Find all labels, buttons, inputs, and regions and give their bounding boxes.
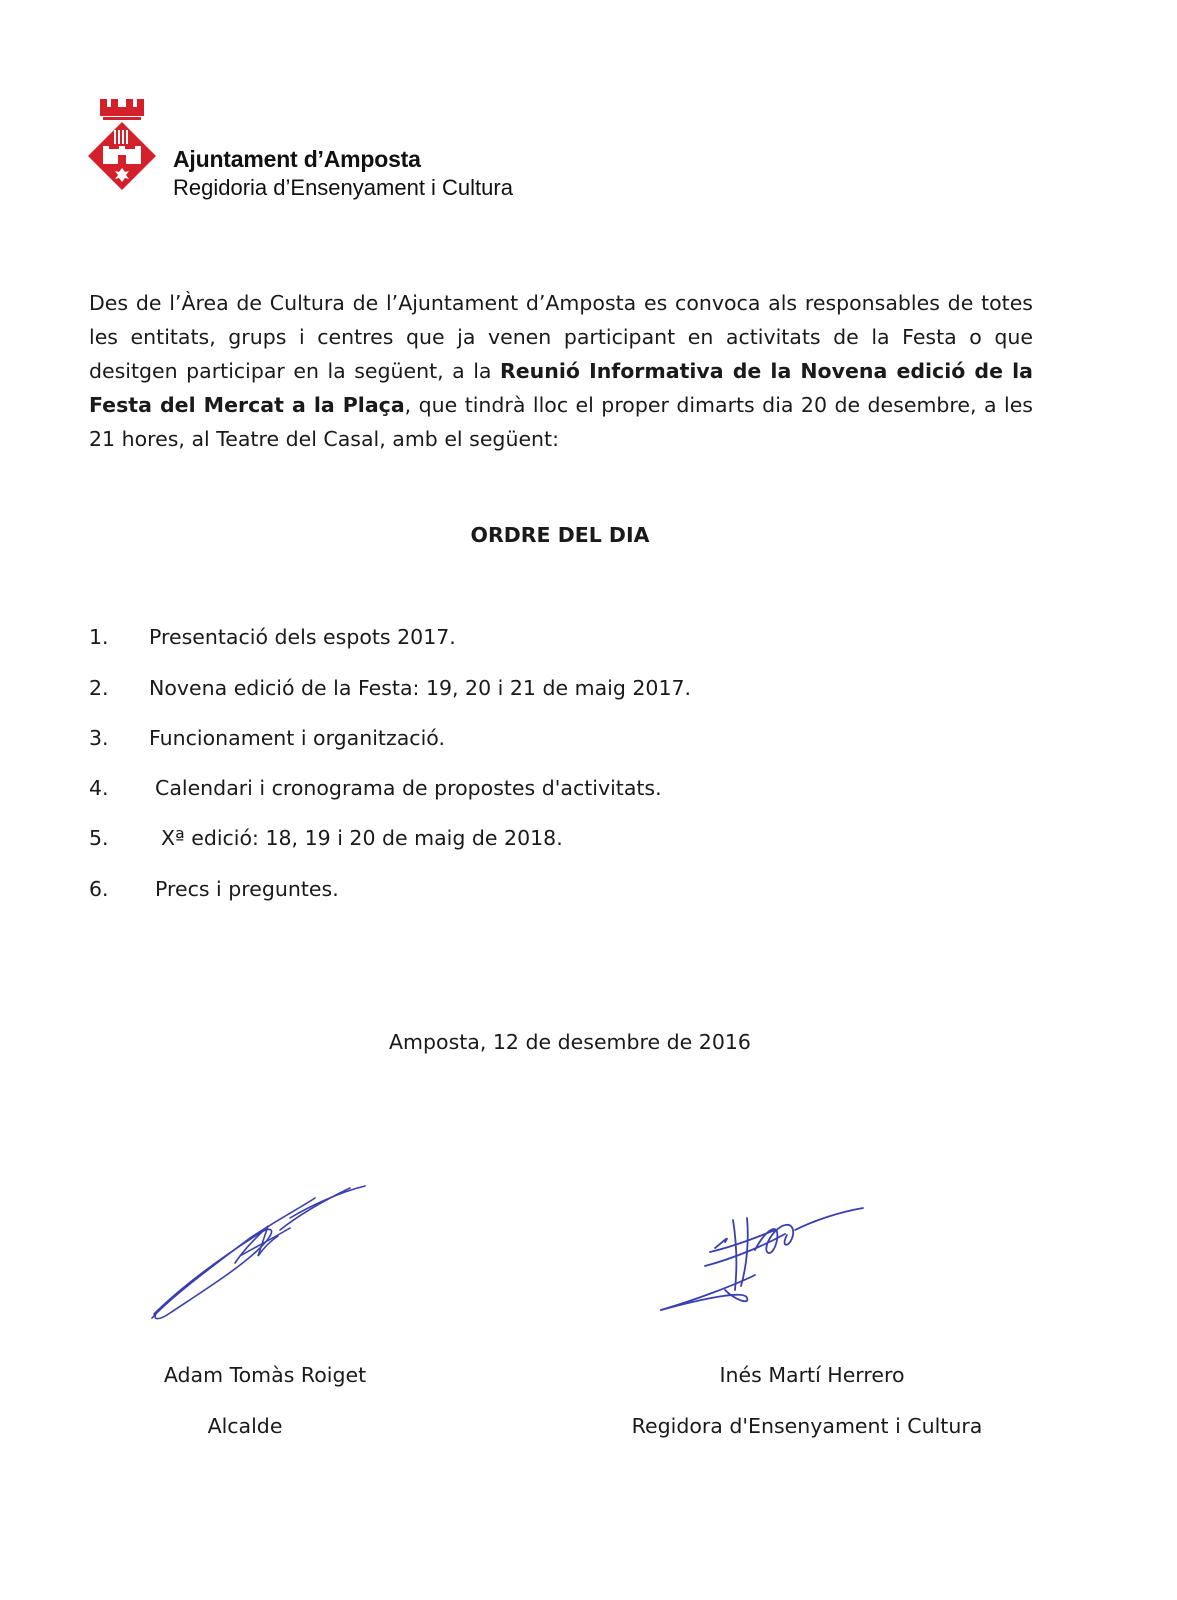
- agenda-item-text: Funcionament i organització.: [149, 726, 445, 750]
- agenda-item-number: 1.: [89, 625, 109, 649]
- signature-right: [655, 1190, 875, 1320]
- agenda-item-number: 4.: [89, 776, 109, 800]
- place-and-date: Amposta, 12 de desembre de 2016: [389, 1030, 751, 1054]
- letterhead-text: [173, 146, 513, 202]
- agenda-item-number: 2.: [89, 676, 109, 700]
- department-name: Regidoria d’Ensenyament i Cultura: [173, 175, 513, 200]
- intro-text-1: Des de l’Àrea de Cultura de l’Ajuntament d’Amposta es convoca als responsables de totes les entitats, grups i centres que ja venen participant en activitats de la Festa o que desitgen participar en la següent, a la: [89, 291, 1033, 383]
- org-name: Ajuntament d’Amposta: [173, 146, 421, 172]
- intro-paragraph: [89, 286, 1033, 456]
- agenda-item-number: 3.: [89, 726, 109, 750]
- agenda-item-number: 5.: [89, 826, 109, 850]
- signer-role-left: Alcalde: [207, 1414, 283, 1438]
- agenda-item-text: Xª edició: 18, 19 i 20 de maig de 2018.: [161, 826, 563, 850]
- intro-text-2: , que tindrà lloc el proper dimarts dia 20 de desembre, a les 21 hores, al Teatre del Casal, amb el següent:: [89, 393, 1033, 451]
- amposta-coat-of-arms-icon: [86, 97, 158, 195]
- signature-left: [140, 1178, 380, 1328]
- agenda-item-text: Precs i preguntes.: [155, 877, 339, 901]
- signer-role-right: Regidora d'Ensenyament i Cultura: [631, 1414, 983, 1438]
- agenda-item-text: Presentació dels espots 2017.: [149, 625, 456, 649]
- signer-name-right: Inés Martí Herrero: [719, 1363, 905, 1387]
- agenda-heading: ORDRE DEL DIA: [470, 523, 650, 547]
- agenda-item-number: 6.: [89, 877, 109, 901]
- signer-name-left: Adam Tomàs Roiget: [163, 1363, 367, 1387]
- agenda-item-text: Calendari i cronograma de propostes d'activitats.: [155, 776, 662, 800]
- intro-bold-text: Reunió Informativa de la Novena edició de la Festa del Mercat a la Plaça: [89, 359, 1033, 417]
- agenda-item-text: Novena edició de la Festa: 19, 20 i 21 de maig 2017.: [149, 676, 692, 700]
